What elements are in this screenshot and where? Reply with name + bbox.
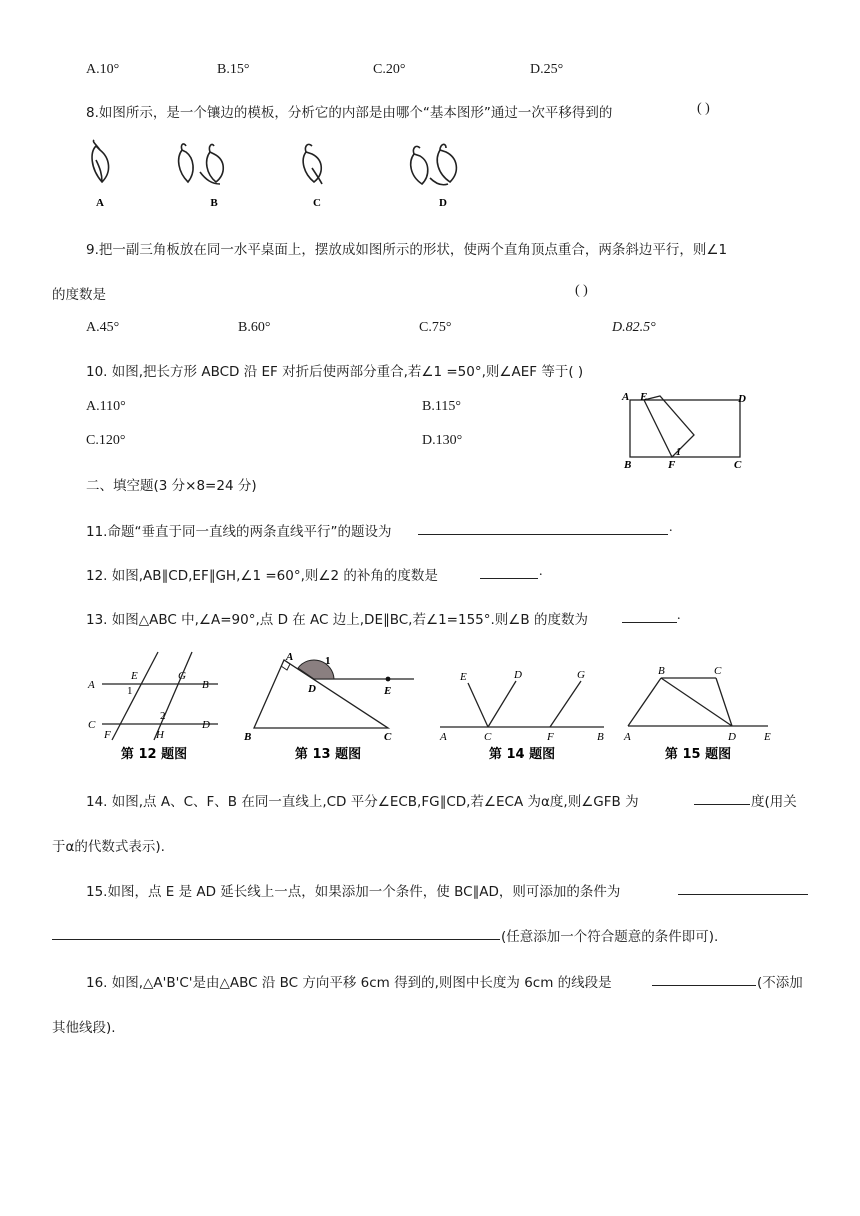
q13-answer-blank[interactable] — [622, 608, 677, 623]
q15-question-line1: 15.如图，点 E 是 AD 延长线上一点，如果添加一个条件，使 BC∥AD，则可添加的条件为 — [86, 884, 621, 900]
q14-line1-end: 度(用关 — [751, 794, 797, 810]
fig13-point-e — [386, 677, 391, 682]
fig13-label-c: C — [384, 731, 392, 743]
q14-answer-blank[interactable] — [694, 790, 750, 805]
q9-option-b: B.60° — [238, 320, 271, 335]
fig14-label-e: E — [460, 671, 467, 683]
q15-answer-blank-1[interactable] — [678, 880, 808, 895]
q10-label-e: E — [640, 391, 648, 403]
fig13-label-d: D — [308, 683, 316, 695]
q11-question: 11.命题“垂直于同一直线的两条直线平行”的题设为 — [86, 524, 392, 540]
q15-answer-blank-2[interactable] — [52, 925, 500, 940]
q16-question-line1: 16. 如图,△A'B'C'是由△ABC 沿 BC 方向平移 6cm 得到的,则图中长度为 6cm 的线段是 — [86, 975, 612, 991]
fig13-label-b: B — [244, 731, 252, 743]
fig14-label-b: B — [597, 731, 604, 743]
fig15-caption: 第 15 题图 — [664, 747, 732, 762]
fig12-label-c: C — [88, 719, 96, 731]
fig12-label-d: D — [202, 719, 210, 731]
fig12-parallel-lines — [102, 652, 218, 740]
q7-option-d: D.25° — [530, 62, 564, 77]
fig13-caption: 第 13 题图 — [294, 747, 362, 762]
q10-option-b: B.115° — [422, 399, 461, 414]
fig14-lines — [440, 681, 604, 727]
q10-label-b: B — [624, 459, 632, 471]
q16-line1-end: (不添加 — [757, 975, 803, 991]
leaf-icon-b — [179, 144, 224, 184]
q12-answer-blank[interactable] — [480, 564, 538, 579]
q13-question: 13. 如图△ABC 中,∠A=90°,点 D 在 AC 边上,DE∥BC,若∠1=155°.则∠B 的度数为 — [86, 612, 588, 628]
q13-end: . — [677, 608, 681, 623]
fig14-label-f: F — [547, 731, 554, 743]
fig15-label-d: D — [728, 731, 736, 743]
q9-option-c: C.75° — [419, 320, 452, 335]
fig12-label-f: F — [104, 729, 111, 741]
q16-question-line2: 其他线段). — [52, 1020, 116, 1036]
q16-answer-blank[interactable] — [652, 971, 756, 986]
q8-answer-bracket: ( ) — [697, 101, 710, 116]
fig15-label-e: E — [764, 731, 771, 743]
q12-end: . — [539, 564, 543, 579]
q9-question-line2: 的度数是 — [52, 287, 106, 303]
q14-question-line1: 14. 如图,点 A、C、F、B 在同一直线上,CD 平分∠ECB,FG∥CD,若∠ECA 为α度,则∠GFB 为 — [86, 794, 639, 810]
leaf-icon-a — [92, 140, 109, 182]
q7-option-b: B.15° — [217, 62, 250, 77]
q8-fig-label-a: A — [96, 197, 104, 209]
leaf-icon-c — [303, 144, 322, 184]
q10-label-f: F — [668, 459, 676, 471]
fig13-label-e: E — [384, 685, 392, 697]
fig14-caption: 第 14 题图 — [488, 747, 556, 762]
q15-line2-end: (任意添加一个符合题意的条件即可). — [501, 929, 719, 945]
q9-question-line1: 9.把一副三角板放在同一水平桌面上，摆放成如图所示的形状，使两个直角顶点重合，两条斜边平行，则∠1 — [86, 242, 728, 258]
q10-option-d: D.130° — [422, 433, 463, 448]
fig12-label-a: A — [88, 679, 95, 691]
q8-leaf-figures — [80, 138, 480, 210]
leaf-icon-d — [411, 144, 457, 184]
q12-question: 12. 如图,AB∥CD,EF∥GH,∠1 =60°,则∠2 的补角的度数是 — [86, 568, 438, 584]
fig15-label-a: A — [624, 731, 631, 743]
q9-option-d: D.82.5° — [612, 320, 656, 335]
q10-option-c: C.120° — [86, 433, 126, 448]
fig14-label-g: G — [577, 669, 585, 681]
fig12-label-1: 1 — [127, 685, 133, 697]
q10-option-a: A.110° — [86, 399, 126, 414]
fig13-label-a: A — [286, 651, 294, 663]
fig15-label-c: C — [714, 665, 722, 677]
q10-label-angle1: 1 — [676, 447, 681, 458]
q8-question: 8.如图所示，是一个镶边的模板，分析它的内部是由哪个“基本图形”通过一次平移得到的 — [86, 105, 613, 121]
fig14-label-a: A — [440, 731, 447, 743]
q7-option-a: A.10° — [86, 62, 120, 77]
fig14-label-c: C — [484, 731, 492, 743]
q8-fig-label-b: B — [210, 197, 218, 209]
q10-label-a: A — [622, 391, 630, 403]
q10-label-c: C — [734, 459, 742, 471]
q7-option-c: C.20° — [373, 62, 406, 77]
q14-question-line2: 于α的代数式表示). — [52, 839, 165, 855]
fig12-label-e: E — [131, 670, 138, 682]
q10-label-d: D — [738, 393, 746, 405]
fig13-label-1: 1 — [325, 655, 331, 667]
fig15-label-b: B — [658, 665, 665, 677]
q9-option-a: A.45° — [86, 320, 120, 335]
fig12-caption: 第 12 题图 — [120, 747, 188, 762]
fig12-label-g: G — [178, 670, 186, 682]
q11-end: . — [669, 520, 673, 535]
q8-fig-label-d: D — [439, 197, 447, 209]
section2-title: 二、填空题(3 分×8=24 分) — [86, 478, 257, 494]
fig12-label-h: H — [156, 729, 164, 741]
fig12-label-2: 2 — [160, 710, 166, 722]
q9-answer-bracket: ( ) — [575, 283, 588, 298]
q11-answer-blank[interactable] — [418, 520, 668, 535]
figures-row — [84, 648, 784, 764]
fig14-label-d: D — [514, 669, 522, 681]
fig15-trapezoid — [628, 678, 768, 726]
fig12-label-b: B — [202, 679, 209, 691]
q10-question: 10. 如图,把长方形 ABCD 沿 EF 对折后使两部分重合,若∠1 =50°,则∠AEF 等于( ) — [86, 364, 584, 380]
q8-fig-label-c: C — [313, 197, 321, 209]
q10-rectangle-fold-figure — [618, 388, 758, 474]
